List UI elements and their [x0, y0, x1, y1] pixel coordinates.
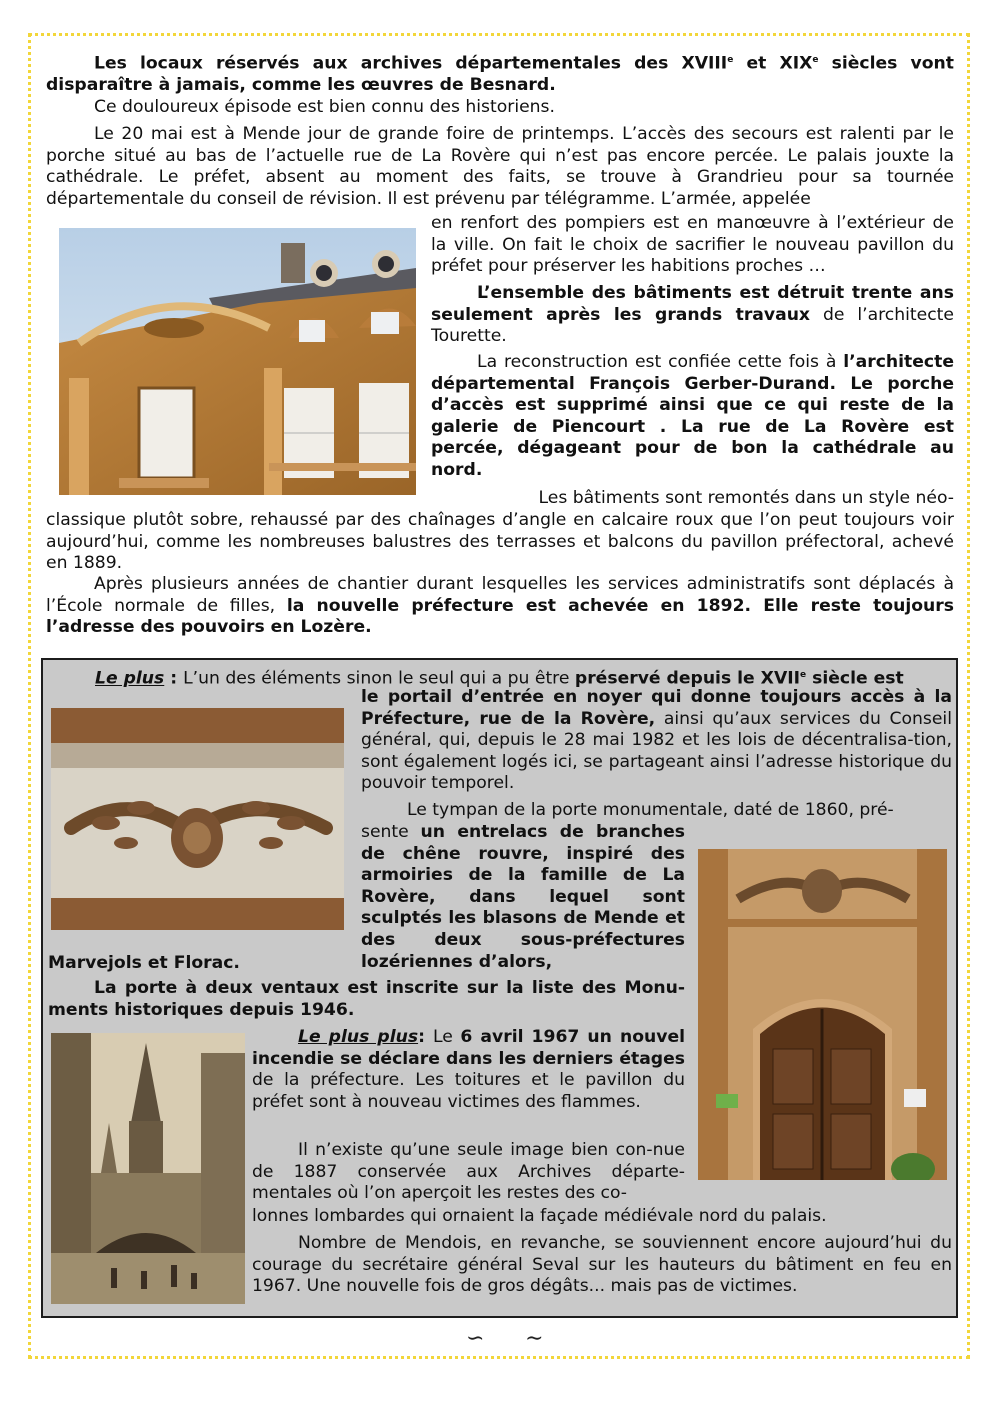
paragraph-fair-day: Le 20 mai est à Mende jour de grande foire de printemps. L’accès des secours est ralenti par le porche situé au bas de l’actuelle rue de La Rovère qui n’est pas encore percée. Le palais jouxte la cathédrale. Le préfet, absent au moment des faits, se trouve à Grandrieu pour sa tournée départementale du conseil de révision. Il est prévenu par télégramme. L’armée, appelée	[46, 124, 954, 209]
paragraph-completed: Après plusieurs années de chantier durant lesquelles les services administratifs sont déplacés à l’École normale de filles, la nouvelle préfecture est achevée en 1892. Elle reste toujours l’adresse des pouvoirs en Lozère.	[46, 574, 954, 638]
box-paragraph-towns: Marvejols et Florac.	[48, 953, 240, 973]
archive-photo-1887	[51, 1033, 245, 1304]
left-ornament-icon: ∽	[466, 1326, 485, 1351]
box-paragraph-monument: La porte à deux ventaux est inscrite sur la liste des Monu-ments historiques depuis 1946.	[48, 978, 685, 1020]
le-plus-plus-label: Le plus plus	[298, 1027, 419, 1047]
tympanum-photo	[51, 708, 344, 930]
paragraph-style-a: Les bâtiments sont remontés dans un style néo-	[538, 488, 954, 508]
paragraph-destroyed: L’ensemble des bâtiments est détruit trente ans seulement après les grands travaux de l’architecte Tourette.	[431, 283, 954, 347]
box-paragraph-fire-1967: Le plus plus: Le 6 avril 1967 un nouvel incendie se déclare dans les derniers étages de la préfecture. Les toitures et le pavillon du préfet sont à nouveau victimes des flammes.	[252, 1027, 685, 1112]
paragraph-army-reinforcement: en renfort des pompiers est en manœuvre à l’extérieur de la ville. On fait le choix de sacrifier le nouveau pavillon du préfet pour préserver les habitions proches …	[431, 213, 954, 277]
box-paragraph-tympan: Le tympan de la porte monumentale, daté de 1860, pré-	[407, 800, 894, 820]
le-plus-label: Le plus	[95, 668, 165, 689]
box-paragraph-oak: sente un entrelacs de branches de chêne rouvre, inspiré des armoiries de la famille de La Rovère, dans lequel sont sculptés les blasons de Mende et des deux sous-préfectures lozériennes d’alors,	[361, 822, 685, 972]
box-paragraph-portal-head: Le plus : L’un des éléments sinon le seul qui a pu être préservé depuis le XVIIe siècle est	[95, 668, 904, 689]
paragraph-reconstruction: La reconstruction est confiée cette fois à l’architecte départemental François Gerber-Durand. Le porche d’accès est supprimé ainsi que ce qui reste de la galerie de Piencourt . La rue de La Rovère est percée, dégageant pour de bon la cathédrale au nord.	[431, 352, 954, 480]
paragraph-style-b: classique plutôt sobre, rehaussé par des chaînages d’angle en calcaire roux que l’on peut toujours voir aujourd’hui, comme les nombreuses balustres des terrasses et balcons du pavillon préfectoral, achevé en 1889.	[46, 510, 954, 574]
box-paragraph-portal: le portail d’entrée en noyer qui donne toujours accès à la Préfecture, rue de la Rovère, ainsi qu’aux services du Conseil général, qui, depuis le 28 mai 1982 et les lois de décentralisa-tion, sont également logés ici, se partageant ainsi l’adresse historique du pouvoir temporel.	[361, 687, 952, 794]
portal-door-photo	[698, 849, 947, 1180]
intro-bold-paragraph: Les locaux réservés aux archives départementales des XVIIIe et XIXe siècles vont disparaître à jamais, comme les œuvres de Besnard.	[46, 53, 954, 96]
prefecture-facade-photo	[59, 228, 416, 495]
box-paragraph-image-1887: Il n’existe qu’une seule image bien con-nue de 1887 conservée aux Archives départe-mentales où l’on aperçoit les restes des co-	[252, 1140, 685, 1204]
box-paragraph-seval: Nombre de Mendois, en revanche, se souviennent encore aujourd’hui du courage du secrétaire général Seval sur les hauteurs du bâtiment en feu en 1967. Une nouvelle fois de gros dégâts... mais pas de victimes.	[252, 1233, 952, 1297]
paragraph-historians: Ce douloureux épisode est bien connu des historiens.	[94, 97, 555, 117]
right-ornament-icon: ∽	[525, 1326, 544, 1351]
box-paragraph-columns: lonnes lombardes qui ornaient la façade médiévale nord du palais.	[252, 1206, 827, 1226]
